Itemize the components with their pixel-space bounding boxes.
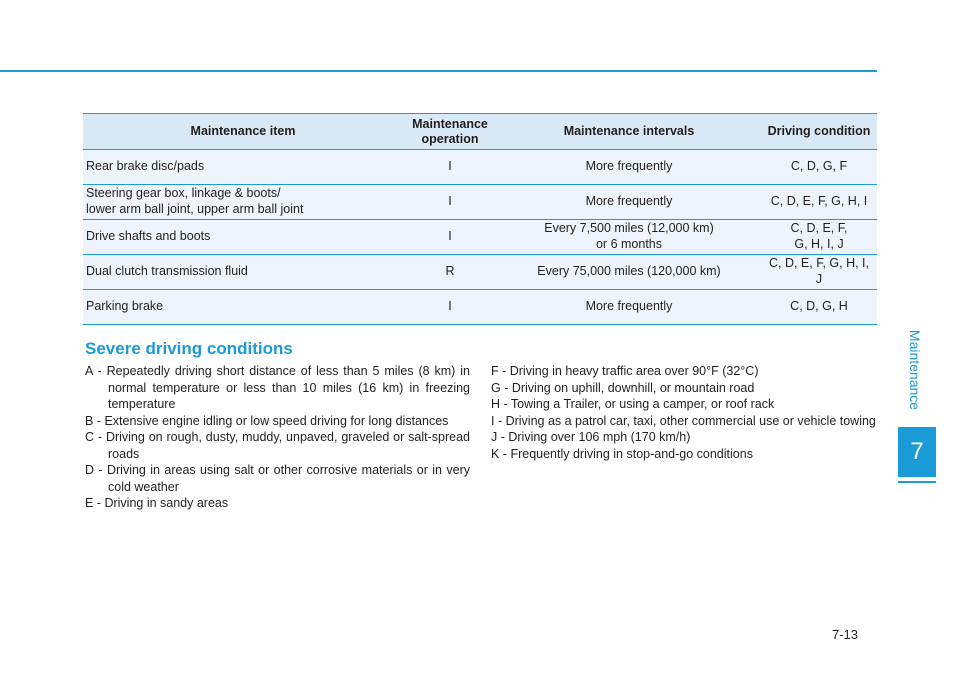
list-item: F - Driving in heavy traffic area over 90°F (32°C): [491, 364, 759, 378]
header-rule: [0, 70, 877, 72]
chapter-tab: 7: [898, 427, 936, 477]
row-operation: R: [403, 255, 497, 290]
list-item: E - Driving in sandy areas: [85, 496, 229, 510]
row-interval: Every 75,000 miles (120,000 km): [497, 255, 761, 290]
row-interval: More frequently: [497, 150, 761, 185]
conditions-list-right: [491, 363, 878, 462]
row-operation: I: [403, 220, 497, 255]
conditions-list-left: [85, 363, 470, 512]
list-item: G - Driving on uphill, downhill, or mountain road: [491, 380, 755, 395]
row-condition: C, D, G, H: [761, 290, 877, 325]
list-item: H - Towing a Trailer, or using a camper, or roof rack: [491, 397, 775, 411]
maintenance-table: [83, 114, 877, 325]
list-item: D - Driving in areas using salt or other corrosive materials or in very cold weather: [85, 463, 470, 494]
list-item: J - Driving over 106 mph (170 km/h): [491, 430, 691, 444]
header-maintenance-operation: Maintenance operation: [403, 114, 497, 150]
section-title: Severe driving conditions: [85, 339, 293, 358]
row-condition: C, D, E, F, G, H, I: [761, 185, 877, 220]
row-condition: C, D, E, F, G, H, I, J: [761, 255, 877, 290]
table-row: [83, 220, 877, 255]
chapter-label-text: Maintenance: [907, 329, 924, 411]
list-item: K - Frequently driving in stop-and-go conditions: [491, 446, 753, 461]
list-item: I - Driving as a patrol car, taxi, other commercial use or vehicle towing: [491, 413, 876, 428]
row-condition: C, D, E, F, G, H, I, J: [761, 220, 877, 255]
row-condition: C, D, G, F: [761, 150, 877, 185]
header-maintenance-intervals: Maintenance intervals: [497, 114, 761, 150]
row-interval: More frequently: [497, 290, 761, 325]
row-item: Drive shafts and boots: [83, 220, 403, 255]
table-row: [83, 255, 877, 290]
header-maintenance-item: Maintenance item: [83, 114, 403, 150]
row-operation: I: [403, 150, 497, 185]
table-row: [83, 290, 877, 325]
list-item: C - Driving on rough, dusty, muddy, unpaved, graveled or salt-spread roads: [85, 430, 470, 461]
row-item: Steering gear box, linkage & boots/ lower arm ball joint, upper arm ball joint: [83, 185, 403, 220]
row-interval: More frequently: [497, 185, 761, 220]
list-item: A - Repeatedly driving short distance of less than 5 miles (8 km) in normal temperature or less than 10 miles (16 km) in freezing temperature: [85, 364, 470, 411]
row-item: Rear brake disc/pads: [83, 150, 403, 185]
row-operation: I: [403, 185, 497, 220]
chapter-label: [898, 300, 932, 440]
list-item: B - Extensive engine idling or low speed driving for long distances: [85, 413, 449, 428]
row-operation: I: [403, 290, 497, 325]
table-row: [83, 185, 877, 220]
header-driving-condition: Driving condition: [761, 114, 877, 150]
chapter-tab-rule: [898, 481, 936, 483]
table-row: [83, 150, 877, 185]
table-header-row: [83, 114, 877, 150]
row-item: Dual clutch transmission fluid: [83, 255, 403, 290]
row-interval: Every 7,500 miles (12,000 km) or 6 months: [497, 220, 761, 255]
page-number: 7-13: [832, 627, 859, 642]
row-item: Parking brake: [83, 290, 403, 325]
